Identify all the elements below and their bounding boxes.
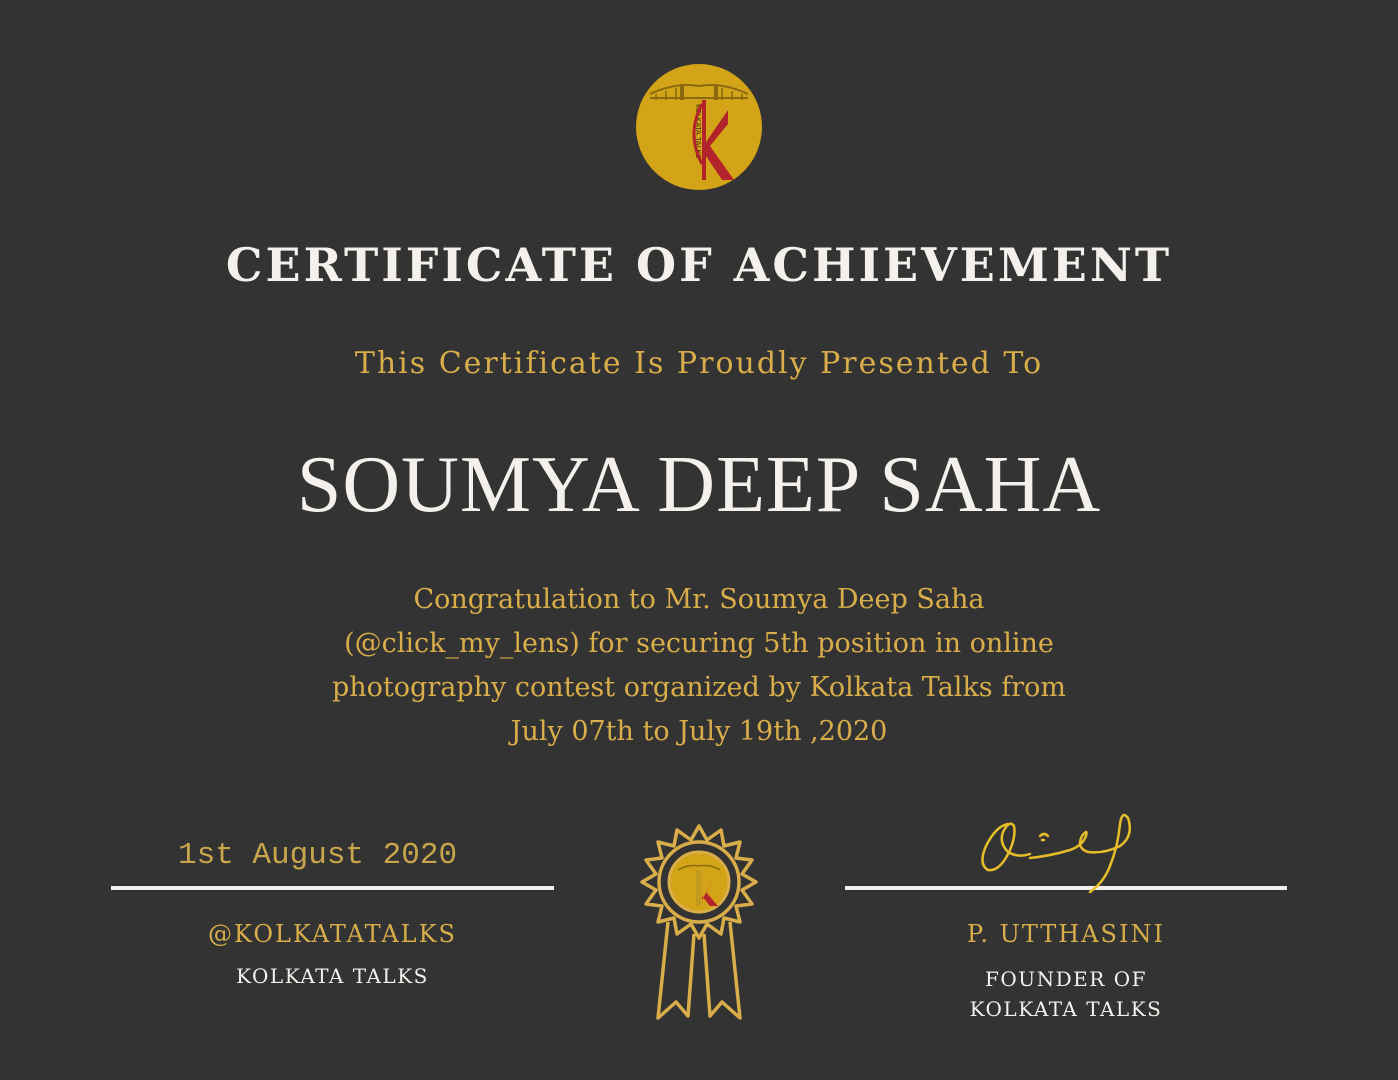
signer-role (845, 964, 1287, 1024)
left-signature-line (111, 886, 554, 890)
kolkata-talks-logo-icon (636, 64, 762, 190)
certificate-title: CERTIFICATE OF ACHIEVEMENT (225, 238, 1173, 292)
award-ribbon-seal-icon (628, 822, 770, 1022)
certificate-message: Congratulation to Mr. Soumya Deep Saha (@click_my_lens) for securing 5th position in online photography contest organized by Kolkata Talks from July 07th to July 19th ,2020 (332, 584, 1066, 747)
signer-role-line-1: FOUNDER OF (985, 967, 1147, 991)
recipient-name: SOUMYA DEEP SAHA (296, 441, 1102, 529)
signer-name: P. UTTHASINI (967, 920, 1165, 948)
signer-role-line-2: KOLKATA TALKS (969, 997, 1163, 1021)
logo-text: KOLKATA TALKS (694, 104, 702, 159)
presented-line: This Certificate Is Proudly Presented To (354, 346, 1044, 381)
org-handle: @KOLKATATALKS (208, 920, 457, 948)
signature-icon (970, 806, 1150, 898)
org-name: KOLKATA TALKS (236, 964, 429, 988)
certificate-date: 1st August 2020 (178, 838, 458, 873)
